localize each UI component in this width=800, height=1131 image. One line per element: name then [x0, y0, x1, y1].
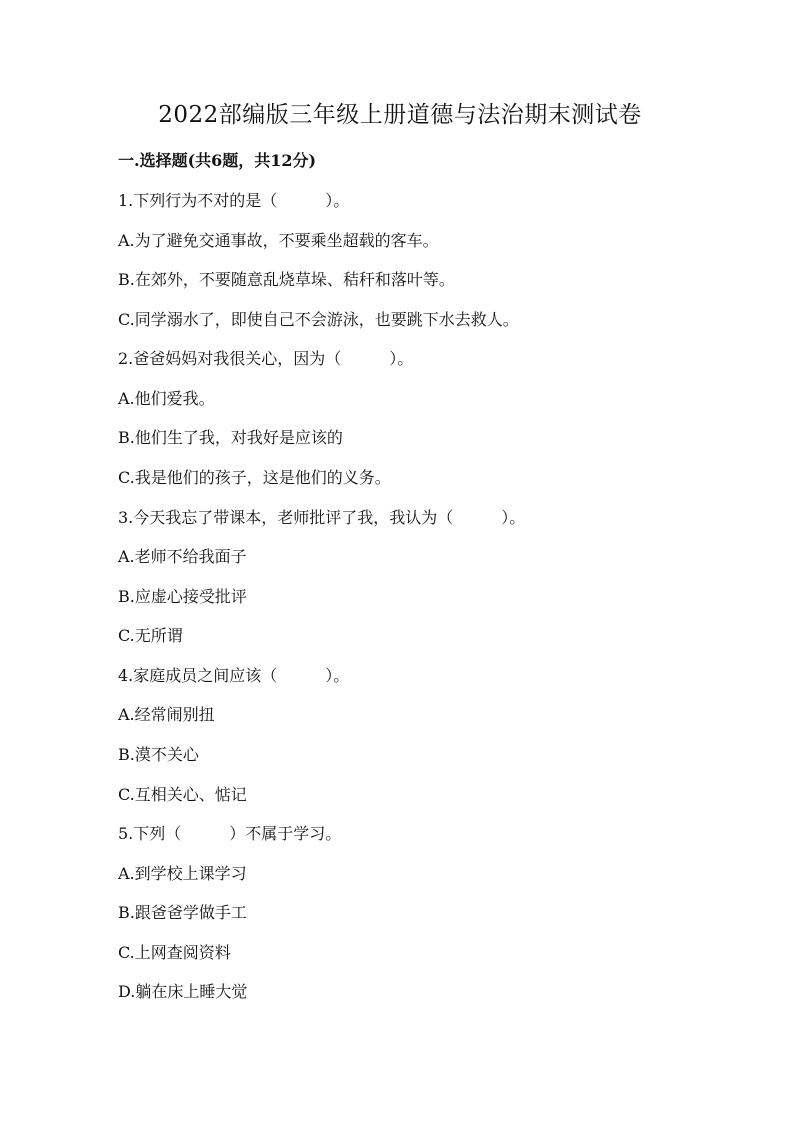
option-1a: A.为了避免交通事故，不要乘坐超载的客车。 [118, 231, 439, 250]
option-1b: B.在郊外，不要随意乱烧草垛、秸秆和落叶等。 [118, 270, 455, 289]
option-5c: C.上网查阅资料 [118, 943, 231, 962]
option-5a: A.到学校上课学习 [118, 864, 247, 883]
option-1c: C.同学溺水了，即使自己不会游泳，也要跳下水去救人。 [118, 310, 519, 329]
option-2c: C.我是他们的孩子，这是他们的义务。 [118, 468, 391, 487]
option-5b: B.跟爸爸学做手工 [118, 903, 247, 922]
question-4: 4.家庭成员之间应该（ ）。 [118, 666, 350, 685]
option-2b: B.他们生了我，对我好是应该的 [118, 428, 343, 447]
question-5: 5.下列（ ）不属于学习。 [118, 824, 342, 843]
exam-title: 2022部编版三年级上册道德与法治期末测试卷 [158, 102, 642, 128]
question-1: 1.下列行为不对的是（ ）。 [118, 191, 350, 210]
option-5d: D.躺在床上睡大觉 [118, 982, 248, 1001]
option-3b: B.应虚心接受批评 [118, 587, 247, 606]
option-4a: A.经常闹别扭 [118, 705, 215, 724]
option-3a: A.老师不给我面子 [118, 547, 247, 566]
option-4c: C.互相关心、惦记 [118, 785, 247, 804]
option-2a: A.他们爱我。 [118, 389, 215, 408]
question-3: 3.今天我忘了带课本，老师批评了我，我认为（ ）。 [118, 508, 526, 527]
question-2: 2.爸爸妈妈对我很关心，因为（ ）。 [118, 349, 414, 368]
section-heading: 一.选择题(共6题，共12分) [118, 151, 317, 170]
option-4b: B.漠不关心 [118, 745, 199, 764]
option-3c: C.无所谓 [118, 626, 183, 645]
